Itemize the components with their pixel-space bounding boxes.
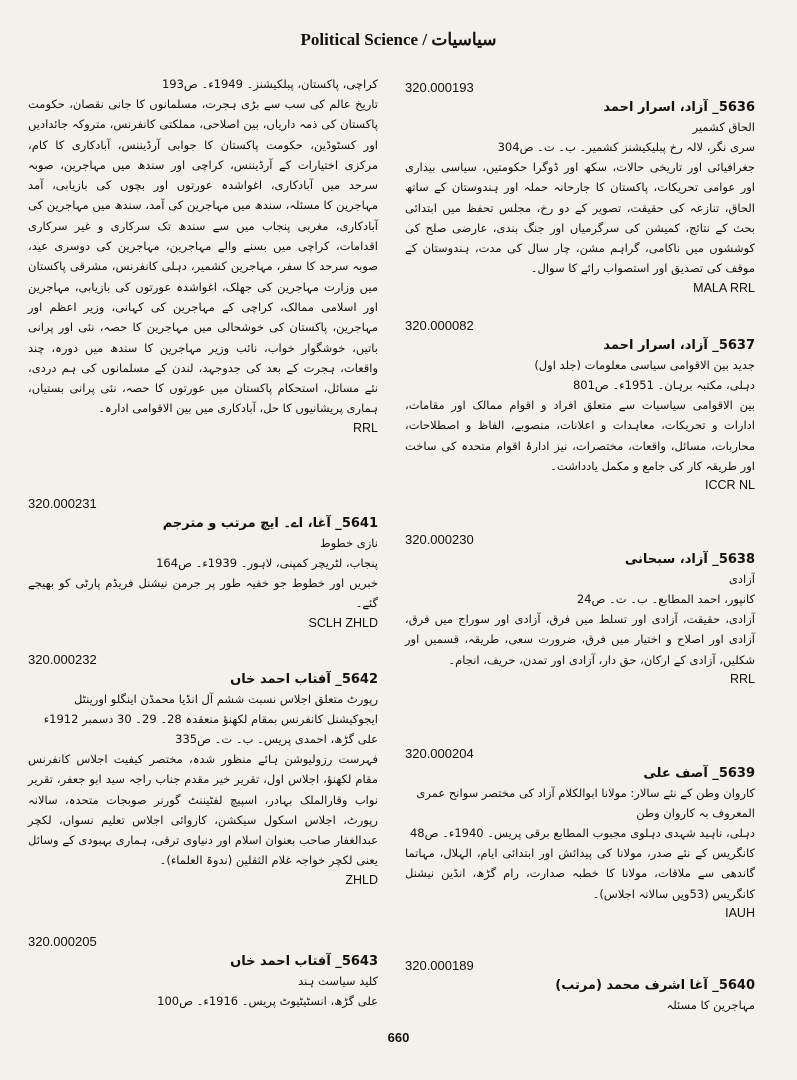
entry-library: RRL	[352, 420, 378, 435]
entry-heading: 5641_ آغا، اے۔ ایچ مرتب و مترجم	[162, 516, 378, 531]
entry-body: کانگریس کے نئے صدر، مولانا کی پیدائش اور ابتدائی ایام، الہلال، مہاتما گاندھی سے ملاقات، مولانا کا خطبہ صدارت، رام گڑھ، انڈین نیشنل کانگریس (53ویں سالانہ اجلاس)۔	[405, 846, 755, 901]
entry-title: کلید سیاست ہند	[298, 974, 378, 988]
entry-5641	[28, 496, 378, 630]
entry-heading: 5637_ آزاد، اسرار احمد	[603, 338, 755, 353]
entry-5636	[405, 80, 755, 295]
entry-code: 320.000193	[405, 80, 474, 95]
entry-title-continued: المعروف بہ کاروان وطن	[636, 806, 755, 820]
entry-title: نازی خطوط	[319, 536, 378, 550]
entry-code: 320.000230	[405, 532, 474, 547]
entry-imprint: علی گڑھ، احمدی پریس۔ ب۔ ت۔ ص335	[175, 732, 378, 746]
entry-heading: 5643_ آفتاب احمد خاں	[230, 954, 378, 969]
entry-body: فہرست رزولیوشن ہائے منظور شدہ، مختصر کیفیت اجلاس کانفرنس مقام لکھنؤ، اجلاس اول، تقریر خیر مقدم جناب راجہ سید ابو جعفر، تقریر نواب وقارالملک بہادر، اسپیچ لفٹیننٹ گورنر صوبجات متحدہ، سالانہ رپورٹ، اجلاس اسکول سیکشن، کاروائی اجلاس تعلیم نسواں، لکچر عبدالغفار صاحب بعنوان اسلام اور دنیاوی ترقی، ہماری بہبودی کے وسائل یعنی لکچر خواجہ غلام الثقلین (ندوۃ العلماء)۔	[28, 752, 378, 868]
entry-library: SCLH ZHLD	[308, 615, 378, 630]
entry-library: RRL	[729, 671, 755, 686]
entry-body: خبریں اور خطوط جو خفیہ طور پر جرمن نیشنل فریڈم پارٹی کو بھیجے گئے۔	[28, 576, 378, 611]
entry-title: آزادی	[728, 572, 755, 586]
entry-5637	[405, 318, 755, 492]
entry-imprint: کانپور، احمد المطابع۔ ب۔ ت۔ ص24	[576, 592, 755, 606]
entry-library: ICCR NL	[704, 478, 755, 493]
entry-imprint: پنجاب، لٹریچر کمپنی، لاہور۔ 1939ء۔ ص164	[156, 556, 378, 570]
entry-imprint: دہلی، ناہید شہدی دہلوی مجبوب المطابع برقی پریس۔ 1940ء۔ ص48	[409, 826, 755, 840]
entry-title: جدید بین الاقوامی سیاسی معلومات (جلد اول)	[534, 358, 755, 372]
entry-body: بین الاقوامی سیاسیات سے متعلق افراد و اقوام ممالک اور مقامات، ادارات و تحریکات، معاہدات و اعلانات، منصوبے، الفاظ و اصطلاحات، محاربات، مسائل، واقعات، مختصرات، نیز ادارۂ اقوام متحدہ کی ساخت اور طریقہ کار کی جامع و مکمل یادداشت۔	[405, 398, 755, 473]
entry-code: 320.000204	[405, 746, 474, 761]
entry-heading: 5639_ آصف علی	[643, 766, 755, 781]
entry-continued	[28, 74, 378, 435]
entry-5640	[405, 958, 755, 1015]
entry-code: 320.000205	[28, 934, 97, 949]
entry-imprint: کراچی، پاکستان، پبلکیشنز۔ 1949ء۔ ص193	[161, 77, 378, 91]
entry-library: ZHLD	[345, 872, 378, 887]
entry-heading: 5642_ آفتاب احمد خاں	[230, 672, 378, 687]
entry-code: 320.000082	[405, 318, 474, 333]
entry-imprint: علی گڑھ، انسٹیٹیوٹ پریس۔ 1916ء۔ ص100	[157, 994, 378, 1008]
entry-5639	[405, 746, 755, 920]
entry-imprint: سری نگر، لالہ رخ پبلیکیشنز کشمیر۔ ب۔ ت۔ ص304	[497, 140, 755, 154]
entry-5642	[28, 652, 378, 887]
entry-heading: 5636_ آزاد، اسرار احمد	[603, 100, 755, 115]
entry-title: رپورٹ متعلق اجلاس نسبت ششم آل انڈیا محمڈن اینگلو اورینٹل	[73, 692, 378, 706]
entry-code: 320.000232	[28, 652, 97, 667]
entry-title-continued: ایجوکیشنل کانفرنس بمقام لکھنؤ منعقدہ 28۔ 29۔ 30 دسمبر 1912ء	[43, 712, 378, 726]
entry-body: جغرافیائی اور تاریخی حالات، سکھ اور ڈوگرا حکومتیں، سیاسی بیداری اور عوامی تحریکات، پاکستان کا جارحانہ حملہ اور ہندوستان کے ساتھ الحاق، تنازعہ کی حقیقت، تصویر کے دو رخ، مجلس تحفظ میں ابتدائی بحث کے نتائج، کمیشن کی سرگرمیاں اور جنگ بندی، عارضی صلح کی کوششوں میں ناکامی، گراہم مشن، چار سال کی مدت، ہندوستان کے موقف کی تصدیق اور استصواب رائے کا سوال۔	[405, 160, 755, 276]
page-header: Political Science / سیاسیات	[300, 30, 497, 49]
entry-library: IAUH	[725, 905, 755, 920]
entry-heading: 5638_ آزاد، سبحانی	[624, 552, 755, 567]
entry-5643	[28, 934, 378, 1011]
entry-library: MALA RRL	[693, 280, 755, 295]
entry-imprint: دہلی، مکتبہ برہان۔ 1951ء۔ ص801	[572, 378, 755, 392]
entry-heading: 5640_ آغا اشرف محمد (مرتب)	[555, 978, 755, 993]
entry-5638	[405, 532, 755, 686]
page-number: 660	[387, 1030, 410, 1045]
entry-code: 320.000189	[405, 958, 474, 973]
entry-title: الحاق کشمیر	[692, 120, 755, 134]
entry-code: 320.000231	[28, 496, 97, 511]
entry-title: مہاجرین کا مسئلہ	[666, 998, 755, 1012]
entry-body: تاریخ عالم کی سب سے بڑی ہجرت، مسلمانوں کا جانی نقصان، حکومت پاکستان کی ذمہ داریاں، بین اصلاحی، مملکتی کانفرنس، متروکہ جائدادیں اور کسٹوڈین، حکومت پاکستان کا جوابی آرڈیننس، آبادکاری کا کام، مرکزی اختیارات کے آرڈیننس، کراچی اور سندھ میں مہاجرین، صوبہ سرحد میں آبادکاری، اغواشدہ عورتوں اور بچوں کی بازیابی، آمد مہاجرین کا مسئلہ، سندھ میں مہاجرین کی آمد، سندھ میں مہاجرین کی آبادکاری، مغربی پنجاب میں سے سندھ تک سرکاری و غیر سرکاری اقدامات، کراچی میں بسنے والے مہاجرین، مہاجرین کی دوسری عید، صوبہ سرحد کا سفر، مہاجرین کشمیر، دہلی کانفرنس، مشرقی پاکستان میں وزارت مہاجرین کی جھلک، اغواشدہ عورتوں کی بازیابی، مہاجرین اور اسلامی ممالک، کراچی کے مہاجرین کی کہانی، وزیر اعظم اور مہاجرین، پاکستان کی خوشحالی میں مہاجرین کا حصہ، نئی اور پرانی باتیں، خوشگوار خواب، نائب وزیر مہاجرین کا سندھ میں دورہ، چند واقعات، ہجرت کے بعد کی جدوجہد، لندن کے مسلمانوں کی ہم دردی، نئے مسائل، استحکام پاکستان میں عورتوں کا حصہ، نئی پرانی بستیاں، ہماری پریشانیوں کا حل، آبادکاری میں بین الاقوامی ادارہ۔	[28, 97, 378, 416]
entry-body: آزادی، حقیقت، آزادی اور تسلط میں فرق، آزادی اور سوراج میں فرق، آزادی اور اصلاح و اختیار میں فرق، ضرورت سعی، طریقہ، قسمیں اور شکلیں، آزادی کے ارکان، حق دار، آزادی اور تمدن، حریف، انجام۔	[405, 612, 755, 667]
entry-title: کاروان وطن کے نئے سالار: مولانا ابوالکلام آزاد کی مختصر سوانح عمری	[416, 786, 755, 800]
